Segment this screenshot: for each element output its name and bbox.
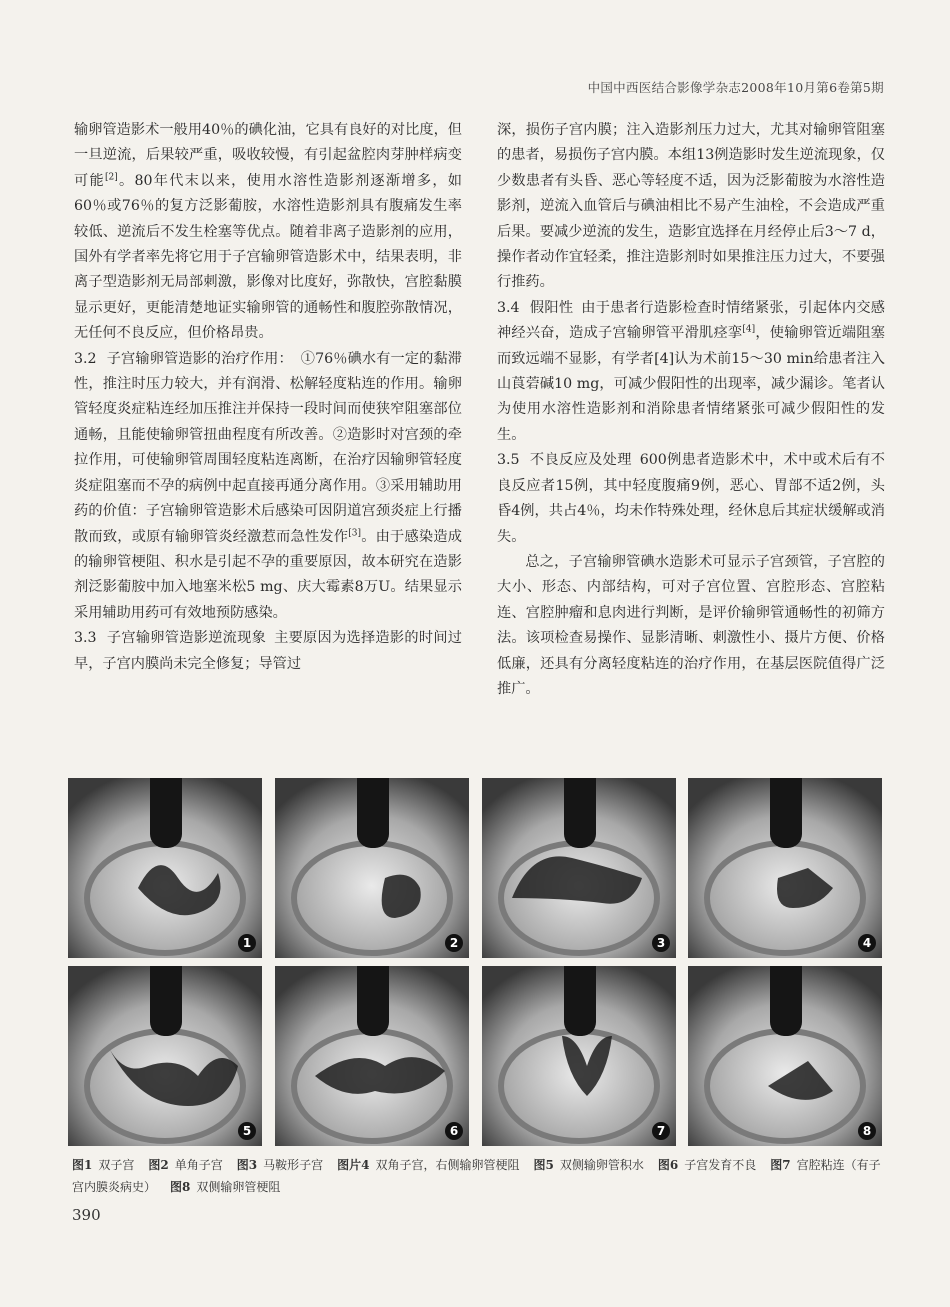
caption-item xyxy=(534,1158,644,1172)
figure-caption xyxy=(72,1154,892,1198)
xray-image xyxy=(275,778,469,958)
paragraph xyxy=(74,347,462,626)
figure-8 xyxy=(688,966,882,1146)
caption-item xyxy=(658,1158,756,1172)
caption-item xyxy=(170,1180,280,1194)
xray-image xyxy=(68,966,262,1146)
caption-label: 图5 xyxy=(533,1158,554,1172)
caption-label: 图8 xyxy=(170,1180,191,1194)
xray-image xyxy=(688,966,882,1146)
caption-text: 马鞍形子宫 xyxy=(263,1158,324,1172)
figure-4 xyxy=(688,778,882,958)
figure-5 xyxy=(68,966,262,1146)
caption-label: 图3 xyxy=(236,1158,258,1172)
citation-ref: [4] xyxy=(742,324,756,335)
paragraph-text: 输卵管造影术一般用40％的碘化油，它具有良好的对比度，但一旦逆流，后果较严重，吸收较慢，有引起盆腔肉芽肿样病变可能 xyxy=(74,122,462,189)
section-number: 3.5 xyxy=(497,452,520,469)
paragraph-text: ①76％碘水有一定的黏滞性，推注时压力较大，并有润滑、松解轻度粘连的作用。输卵管轻度炎症粘连经加压推注并保持一段时间而使狭窄阻塞部位通畅，且能使输卵管扭曲程度有所改善。②造影时对宫颈的牵拉作用，可使输卵管周围轻度粘连离断，在治疗因输卵管轻度炎症阻塞而不孕的病例中起直接再通分离作用。③采用辅助用药的价值：子宫输卵管造影术后感染可因阴道宫颈炎症上行播散而致，或原有输卵管炎经激惹而急性发作 xyxy=(74,350,462,545)
left-column xyxy=(74,118,462,677)
caption-label: 图1 xyxy=(72,1158,93,1172)
caption-text: 双侧输卵管积水 xyxy=(559,1158,644,1172)
cannula-shadow xyxy=(564,966,596,1036)
figure-number-badge: 3 xyxy=(652,934,670,952)
figure-number-badge: 8 xyxy=(858,1122,876,1140)
caption-text: 宫腔粘连（有子宫内膜炎病史） xyxy=(72,1158,881,1194)
cannula-shadow xyxy=(770,966,802,1036)
journal-header: 中国中西医结合影像学杂志2008年10月第6卷第5期 xyxy=(587,80,884,95)
page-number: 390 xyxy=(72,1206,101,1224)
cannula-shadow xyxy=(357,778,389,848)
caption-label: 图片4 xyxy=(337,1158,370,1172)
section-number: 3.4 xyxy=(497,299,520,316)
cannula-shadow xyxy=(770,778,802,848)
cannula-shadow xyxy=(357,966,389,1036)
paragraph-text: 总之，子宫输卵管碘水造影术可显示子宫颈管，子宫腔的大小、形态、内部结构，可对子宫位置、宫腔形态、宫腔粘连、宫腔肿瘤和息肉进行判断，是评价输卵管通畅性的初筛方法。该项检查易操作、显影清晰、刺激性小、摄片方便、价格低廉，还具有分离轻度粘连的治疗作用，在基层医院值得广泛推广。 xyxy=(497,553,885,697)
paragraph-text: 深，损伤子宫内膜；注入造影剂压力过大，尤其对输卵管阻塞的患者，易损伤子宫内膜。本组13例造影时发生逆流现象，仅少数患者有头昏、恶心等轻度不适，因为泛影葡胺为水溶性造影剂，逆流入血管后与碘油相比不易产生油栓，不会造成严重后果。要减少逆流的发生，造影宜选择在月经停止后3～7 d，操作者动作宜轻柔，推注造影剂时如果推注压力过大，不要强行推药。 xyxy=(497,122,885,291)
paragraph xyxy=(497,550,885,702)
figure-grid xyxy=(68,778,882,1148)
xray-image xyxy=(688,778,882,958)
caption-label: 图7 xyxy=(770,1158,791,1172)
section-number: 3.3 xyxy=(74,630,97,647)
caption-item xyxy=(337,1158,519,1172)
figure-number-badge: 6 xyxy=(445,1122,463,1140)
caption-text: 单角子宫 xyxy=(174,1158,223,1172)
caption-label: 图6 xyxy=(657,1158,679,1172)
caption-text: 双子宫 xyxy=(98,1158,135,1172)
citation-ref: [2] xyxy=(104,172,118,183)
caption-item xyxy=(148,1158,222,1172)
caption-text: 双侧输卵管梗阻 xyxy=(196,1180,281,1194)
xray-image xyxy=(482,966,676,1146)
figure-number-badge: 2 xyxy=(445,934,463,952)
figure-number-badge: 4 xyxy=(858,934,876,952)
cannula-shadow xyxy=(564,778,596,848)
section-number: 3.2 xyxy=(74,350,97,367)
cannula-shadow xyxy=(150,966,182,1036)
paragraph xyxy=(497,118,885,296)
xray-image xyxy=(68,778,262,958)
paragraph xyxy=(497,448,885,550)
paragraph-text: 主要原因为选择造影的时间过早，子宫内膜尚未完全修复；导管过 xyxy=(74,630,462,672)
figure-number-badge: 5 xyxy=(238,1122,256,1140)
paragraph xyxy=(74,118,462,347)
cannula-shadow xyxy=(150,778,182,848)
xray-image xyxy=(482,778,676,958)
paragraph xyxy=(74,626,462,677)
figure-number-badge: 1 xyxy=(238,934,256,952)
section-heading: 不良反应及处理 xyxy=(529,452,632,469)
xray-image xyxy=(275,966,469,1146)
citation-ref: [3] xyxy=(348,527,361,538)
paragraph-text: 由于患者行造影检查时情绪紧张，引起体内交感神经兴奋，造成子宫输卵管平滑肌痉挛 xyxy=(497,299,885,342)
section-heading: 子宫输卵管造影逆流现象 xyxy=(106,630,267,647)
caption-item xyxy=(237,1158,323,1172)
section-heading: 子宫输卵管造影的治疗作用： xyxy=(106,350,293,367)
caption-text: 双角子宫，右侧输卵管梗阻 xyxy=(375,1158,520,1172)
paragraph-text-cont: ，使输卵管近端阻塞而致远端不显影，有学者[4]认为术前15～30 min给患者注入山莨菪碱10 mg，可减少假阳性的出现率，减少漏诊。笔者认为使用水溶性造影剂和消除患者情绪紧张可减少假阳性的发生。 xyxy=(497,325,885,443)
caption-label: 图2 xyxy=(148,1158,169,1172)
right-column xyxy=(497,118,885,702)
figure-number-badge: 7 xyxy=(652,1122,670,1140)
caption-item xyxy=(72,1158,134,1172)
figure-6 xyxy=(275,966,469,1146)
section-heading: 假阳性 xyxy=(529,299,574,316)
paragraph-text: 600例患者造影术中，术中或术后有不良反应者15例，其中轻度腹痛9例，恶心、胃部不适2例，头昏4例，共占4％，均未作特殊处理，经休息后其症状缓解或消失。 xyxy=(497,452,885,545)
paragraph-text-cont: 。由于感染造成的输卵管梗阻、积水是引起不孕的重要原因，故本研究在造影剂泛影葡胺中加入地塞米松5 mg、庆大霉素8万U。结果显示采用辅助用药可有效地预防感染。 xyxy=(74,528,462,621)
figure-3 xyxy=(482,778,676,958)
figure-1 xyxy=(68,778,262,958)
paragraph-text-cont: 。80年代末以来，使用水溶性造影剂逐渐增多，如60％或76％的复方泛影葡胺，水溶性造影剂具有腹痛发生率较低、逆流后不发生栓塞等优点。随着非离子造影剂的应用，国外有学者率先将它用于子宫输卵管造影术中，结果表明，非离子型造影剂无局部刺激，影像对比度好，弥散快，宫腔黏膜显示更好，更能清楚地证实输卵管的通畅性和腹腔弥散情况，无任何不良反应，但价格昂贵。 xyxy=(74,172,462,342)
caption-text: 子宫发育不良 xyxy=(684,1158,757,1172)
figure-7 xyxy=(482,966,676,1146)
figure-2 xyxy=(275,778,469,958)
paragraph xyxy=(497,296,885,448)
